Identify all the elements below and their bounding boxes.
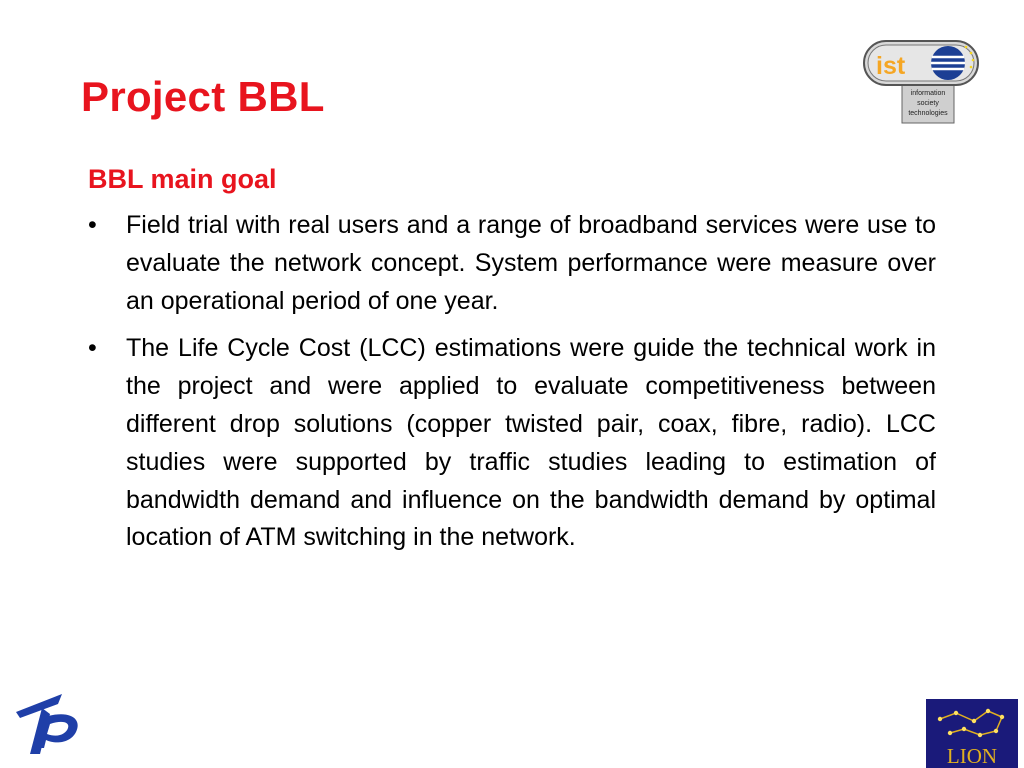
ist-logo-word: ist [876, 52, 906, 80]
lion-logo-word: LION [946, 744, 998, 768]
bullet-marker: • [88, 334, 97, 363]
ist-caption-line: information [910, 90, 946, 97]
bullet-item [88, 207, 936, 320]
lion-constellation-logo [926, 699, 1018, 768]
ist-globe-logo [862, 33, 982, 125]
bullet-text: Field trial with real users and a range of broadband services were use to evaluate the network concept. System performance were measure over an operational period of one year. [126, 211, 936, 315]
bullet-item [88, 330, 936, 557]
bullet-marker: • [88, 211, 97, 239]
bullet-list [88, 207, 936, 567]
ist-caption-line: technologies [908, 110, 948, 117]
slide-subtitle: BBL main goal [88, 164, 277, 194]
slide-title: Project BBL [81, 73, 325, 120]
bullet-text: The Life Cycle Cost (LCC) estimations were guide the technical work in the project and were applied to evaluate competitiveness between different drop solutions (copper twisted pair, coax, fibre, radio). LCC studies were supported by traffic studies leading to estimation of bandwidth demand and influence on the bandwidth demand by optimal location of ATM switching in the network. [126, 334, 936, 552]
ist-caption-line: society [917, 100, 939, 107]
tp-logo [12, 690, 84, 758]
